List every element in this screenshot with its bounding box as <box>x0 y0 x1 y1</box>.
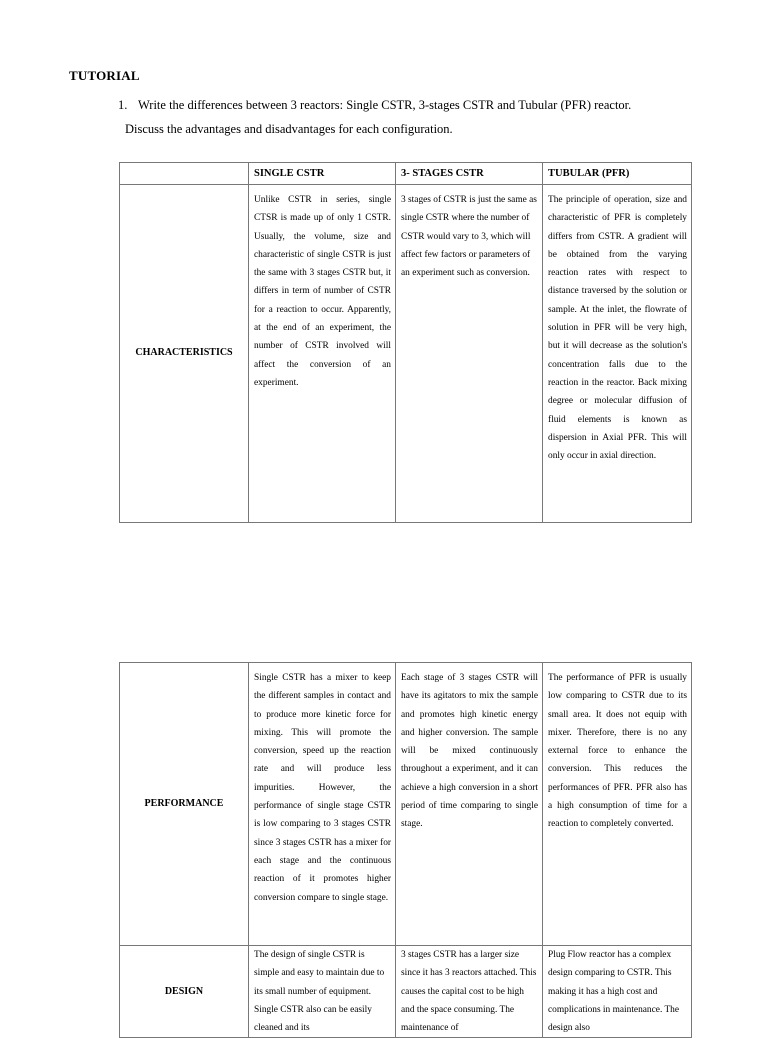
question-line-2: Discuss the advantages and disadvantages for each configuration. <box>125 122 453 136</box>
cell-performance-three-stage: Each stage of 3 stages CSTR will have its agitators to mix the sample and promotes high kinetic energy and higher conversion. The sample will be mixed continuously throughout a experiment, and it can achieve a high conversion in a short period of time comparing to single stage. <box>396 663 543 946</box>
question-line-1 <box>118 93 718 117</box>
cell-performance-single: Single CSTR has a mixer to keep the different samples in contact and to produce more kinetic force for mixing. This will promote the conversion, speed up the reaction rate and will produce less impurities. However, the performance of single stage CSTR is low comparing to 3 stages CSTR since 3 stages CSTR has a mixer for each stage and the continuous reaction of it promotes higher conversion compare to single stage. <box>249 663 396 946</box>
cell-characteristics-three-stage: 3 stages of CSTR is just the same as single CSTR where the number of CSTR would vary to 3, which will affect few factors or parameters of an experiment such as conversion. <box>396 185 543 523</box>
row-label-characteristics: CHARACTERISTICS <box>120 185 249 523</box>
comparison-table-part-1 <box>119 162 692 523</box>
cell-design-tubular: Plug Flow reactor has a complex design comparing to CSTR. This making it has a high cost and complications in maintenance. The design also <box>543 946 692 1038</box>
question-number: 1. <box>118 98 128 112</box>
page-heading: TUTORIAL <box>69 68 140 83</box>
row-label-performance: PERFORMANCE <box>120 663 249 946</box>
cell-design-single: The design of single CSTR is simple and easy to maintain due to its small number of equipment. Single CSTR also can be easily cleaned and its <box>249 946 396 1038</box>
table-row-design <box>120 946 692 1038</box>
cell-characteristics-tubular: The principle of operation, size and characteristic of PFR is completely differs from CSTR. A gradient will be obtained from the varying reaction rates with respect to distance traversed by the solution or sample. At the inlet, the flowrate of solution in PFR will be very high, but it will decrease as the solution's concentration falls due to the reaction in the reactor. Back mixing degree or molecular diffusion of fluid elements is known as dispersion in Axial PFR. This will only occur in axial direction. <box>543 185 692 523</box>
table-row-performance <box>120 663 692 946</box>
header-three-stages-cstr: 3- STAGES CSTR <box>396 163 543 185</box>
question-block <box>118 93 718 141</box>
header-empty <box>120 163 249 185</box>
cell-performance-tubular: The performance of PFR is usually low comparing to CSTR due to its small area. It does not equip with mixer. Therefore, there is no any external force to enhance the conversion. This reduces the performances of PFR. PFR also has a high consumption of time for a reaction to completely converted. <box>543 663 692 946</box>
header-tubular-pfr: TUBULAR (PFR) <box>543 163 692 185</box>
header-single-cstr: SINGLE CSTR <box>249 163 396 185</box>
comparison-table-part-2 <box>119 662 692 1038</box>
question-text: Write the differences between 3 reactors: Single CSTR, 3-stages CSTR and Tubular (PFR) reactor. <box>138 98 632 112</box>
cell-characteristics-single: Unlike CSTR in series, single CTSR is made up of only 1 CSTR. Usually, the volume, size and characteristic of single CSTR is just the same with 3 stages CSTR but, it differs in term of number of CSTR for a reaction to occur. Apparently, at the end of an experiment, the number of CSTR involved will affect the conversion of an experiment. <box>249 185 396 523</box>
table-header-row <box>120 163 692 185</box>
cell-design-three-stage: 3 stages CSTR has a larger size since it has 3 reactors attached. This causes the capital cost to be high and the space consuming. The maintenance of <box>396 946 543 1038</box>
row-label-design: DESIGN <box>120 946 249 1038</box>
table-row-characteristics <box>120 185 692 523</box>
